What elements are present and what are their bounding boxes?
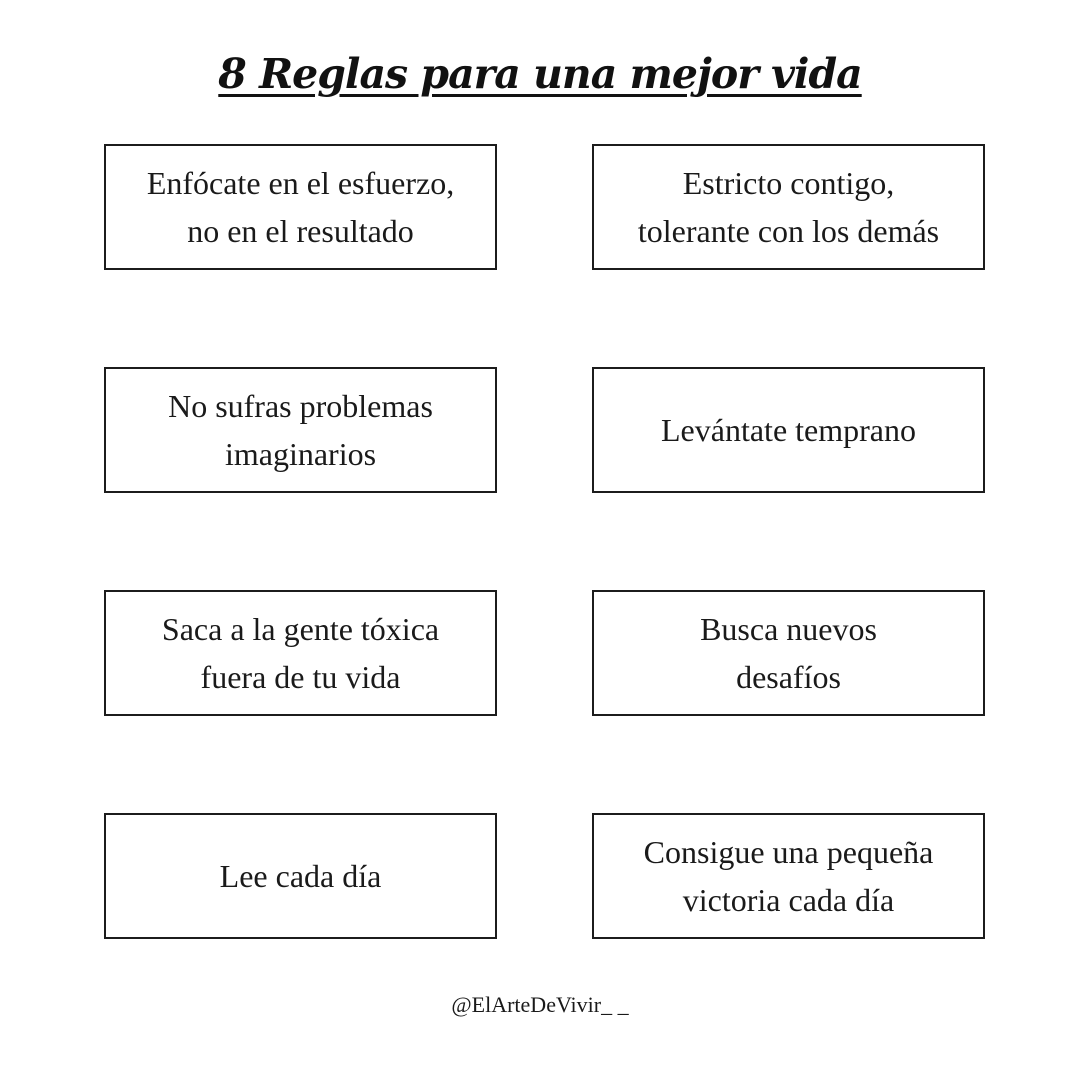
- rule-box-7: [104, 813, 497, 939]
- rule-text-4: Levántate temprano: [661, 412, 916, 448]
- rule-box-3: [104, 367, 497, 493]
- rule-text-8: Consigue una pequeña victoria cada día: [643, 834, 934, 918]
- rule-text-5: Saca a la gente tóxica fuera de tu vida: [161, 611, 440, 695]
- rule-text-3: No sufras problemas imaginarios: [168, 388, 433, 472]
- rule-box-6: [592, 590, 985, 716]
- rule-text-6: Busca nuevos desafíos: [700, 611, 877, 695]
- rule-box-1: [104, 144, 497, 270]
- rule-box-8: [592, 813, 985, 939]
- page-title: 8 Reglas para una mejor vida: [218, 50, 862, 98]
- rule-box-4: [592, 367, 985, 493]
- rule-box-5: [104, 590, 497, 716]
- author-handle: @ElArteDeVivir_ _: [451, 992, 629, 1017]
- rule-text-1: Enfócate en el esfuerzo, no en el resultado: [146, 165, 455, 249]
- rule-box-2: [592, 144, 985, 270]
- rule-text-2: Estricto contigo, tolerante con los demás: [637, 165, 940, 249]
- rule-text-7: Lee cada día: [219, 858, 382, 894]
